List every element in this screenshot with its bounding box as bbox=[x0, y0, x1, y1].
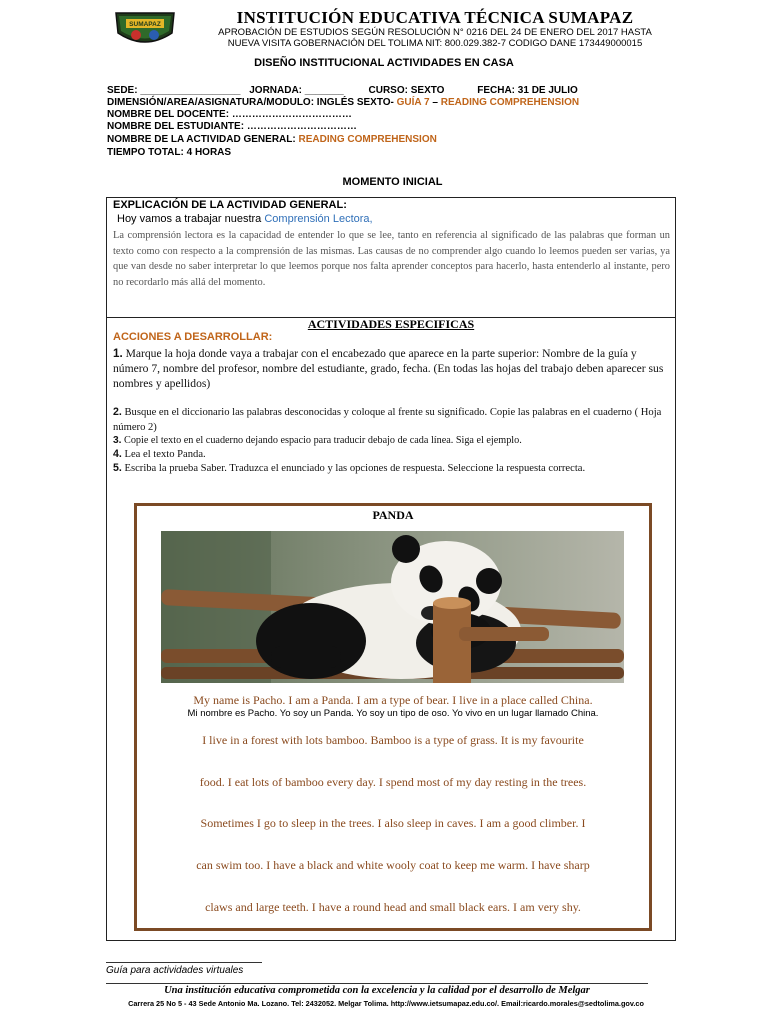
footer-guide-label: Guía para actividades virtuales bbox=[106, 965, 244, 976]
actions-title: ACCIONES A DESARROLLAR: bbox=[113, 331, 273, 343]
institution-title: INSTITUCIÓN EDUCATIVA TÉCNICA SUMAPAZ bbox=[236, 8, 634, 27]
step-item bbox=[113, 461, 670, 476]
fecha-field: FECHA: 31 DE JULIO bbox=[477, 85, 578, 96]
story-translation-example: Mi nombre es Pacho. Yo soy un Panda. Yo soy un tipo de oso. Yo vivo en un lugar llamado China. bbox=[187, 708, 599, 719]
document-title: DISEÑO INSTITUCIONAL ACTIVIDADES EN CASA bbox=[254, 57, 514, 69]
explanation-title: EXPLICACIÓN DE LA ACTIVIDAD GENERAL: bbox=[113, 199, 347, 211]
footer-rule-wide bbox=[106, 983, 648, 984]
step-text: Lea el texto Panda. bbox=[121, 449, 206, 460]
meta-row-sede bbox=[107, 85, 578, 97]
footer-address: Carrera 25 No 5 - 43 Sede Antonio Ma. Lozano. Tel: 2432052. Melgar Tolima. http://www.ietsumapaz.edu.co/. Email:ricardo.morales@sedtolima.gov.co bbox=[128, 999, 644, 1008]
total-time: TIEMPO TOTAL: 4 HORAS bbox=[107, 147, 232, 158]
footer-rule bbox=[106, 962, 262, 963]
footer-motto: Una institución educativa comprometida con la excelencia y la calidad por el desarrollo de Melgar bbox=[164, 985, 590, 996]
step-item bbox=[113, 346, 670, 391]
meta-dimension bbox=[107, 97, 579, 109]
step-number: 4. bbox=[113, 448, 122, 460]
student-field: NOMBRE DEL ESTUDIANTE: …………………………… bbox=[107, 121, 357, 132]
sede-field: SEDE: __________________ bbox=[107, 85, 241, 96]
activity-label: NOMBRE DE LA ACTIVIDAD GENERAL: bbox=[107, 134, 299, 145]
story-line: Sometimes I go to sleep in the trees. I also sleep in caves. I am a good climber. I bbox=[200, 816, 586, 830]
specific-activities-title: ACTIVIDADES ESPECIFICAS bbox=[307, 317, 475, 331]
guide-number: GUÍA 7 bbox=[396, 97, 430, 108]
logo-text: SUMAPAZ bbox=[129, 21, 161, 28]
explanation-paragraph: La comprensión lectora es la capacidad de entender lo que se lee, tanto en referencia al significado de las palabras que forman un texto como con respecto a la comprensión de las mismas. Las causas de no comprender algo cuando lo leemos pueden ser varias, ya que van desde no saber interpretar lo que leemos porque nos falta aprender conceptos para hacerlo, hasta entenderlo al instante, pero no recordarlo más allá del momento. bbox=[113, 230, 670, 288]
dimension-label: DIMENSIÓN/AREA/ASIGNATURA/MODULO: INGLÉS SEXTO- bbox=[107, 97, 397, 108]
step-text: Busque en el diccionario las palabras desconocidas y coloque al frente su significado. Copie las palabras en el cuaderno ( Hoja número 2) bbox=[113, 407, 662, 433]
story-line: can swim too. I have a black and white wooly coat to keep me warm. I have sharp bbox=[196, 858, 590, 872]
activity-value: READING COMPREHENSION bbox=[298, 134, 437, 145]
intro-text: Hoy vamos a trabajar nuestra bbox=[117, 213, 265, 225]
story-line: claws and large teeth. I have a round head and small black ears. I am very shy. bbox=[205, 900, 581, 914]
approval-line: APROBACIÓN DE ESTUDIOS SEGÚN RESOLUCIÓN N° 0216 DEL 24 DE ENERO DEL 2017 HASTA bbox=[218, 27, 652, 38]
topic-label: READING COMPREHENSION bbox=[440, 97, 580, 108]
government-line: NUEVA VISITA GOBERNACIÓN DEL TOLIMA NIT: 800.029.382-7 CODIGO DANE 173449000015 bbox=[227, 38, 643, 49]
intro-highlight: Comprensión Lectora, bbox=[264, 213, 373, 225]
section-heading-momento: MOMENTO INICIAL bbox=[342, 176, 443, 188]
curso-field: CURSO: SEXTO bbox=[368, 85, 445, 96]
step-item bbox=[113, 405, 670, 435]
teacher-field: NOMBRE DEL DOCENTE: ……………………………… bbox=[107, 109, 352, 120]
step-text: Copie el texto en el cuaderno dejando espacio para traducir debajo de cada línea. Siga el ejemplo. bbox=[121, 435, 522, 446]
step-number: 3. bbox=[113, 435, 122, 446]
step-item bbox=[113, 447, 670, 462]
step-number: 1. bbox=[113, 347, 123, 360]
story-first-line: My name is Pacho. I am a Panda. I am a type of bear. I live in a place called China. bbox=[193, 693, 593, 707]
activity-name bbox=[107, 134, 437, 146]
school-logo bbox=[112, 9, 178, 49]
step-item bbox=[113, 433, 670, 448]
dimension-separator: – bbox=[429, 97, 441, 108]
story-line: food. I eat lots of bamboo every day. I spend most of my day resting in the trees. bbox=[199, 775, 587, 789]
step-number: 2. bbox=[113, 406, 122, 418]
story-line: I live in a forest with lots bamboo. Bamboo is a type of grass. It is my favourite bbox=[202, 733, 584, 747]
step-text: Marque la hoja donde vaya a trabajar con el encabezado que aparece en la parte superior: Nombre de la guía y número 7, nombre del profesor, nombre del estudiante, grado, fecha. (En todas las hojas del trabajo deben aparecer sus nombres y apellidos) bbox=[113, 347, 664, 390]
step-number: 5. bbox=[113, 462, 122, 474]
reading-title: PANDA bbox=[372, 508, 414, 522]
explanation-intro bbox=[117, 213, 373, 225]
jornada-field: JORNADA: _______ bbox=[249, 85, 344, 96]
panda-photo bbox=[161, 531, 624, 683]
step-text: Escriba la prueba Saber. Traduzca el enunciado y las opciones de respuesta. Seleccione la respuesta correcta. bbox=[121, 463, 586, 474]
